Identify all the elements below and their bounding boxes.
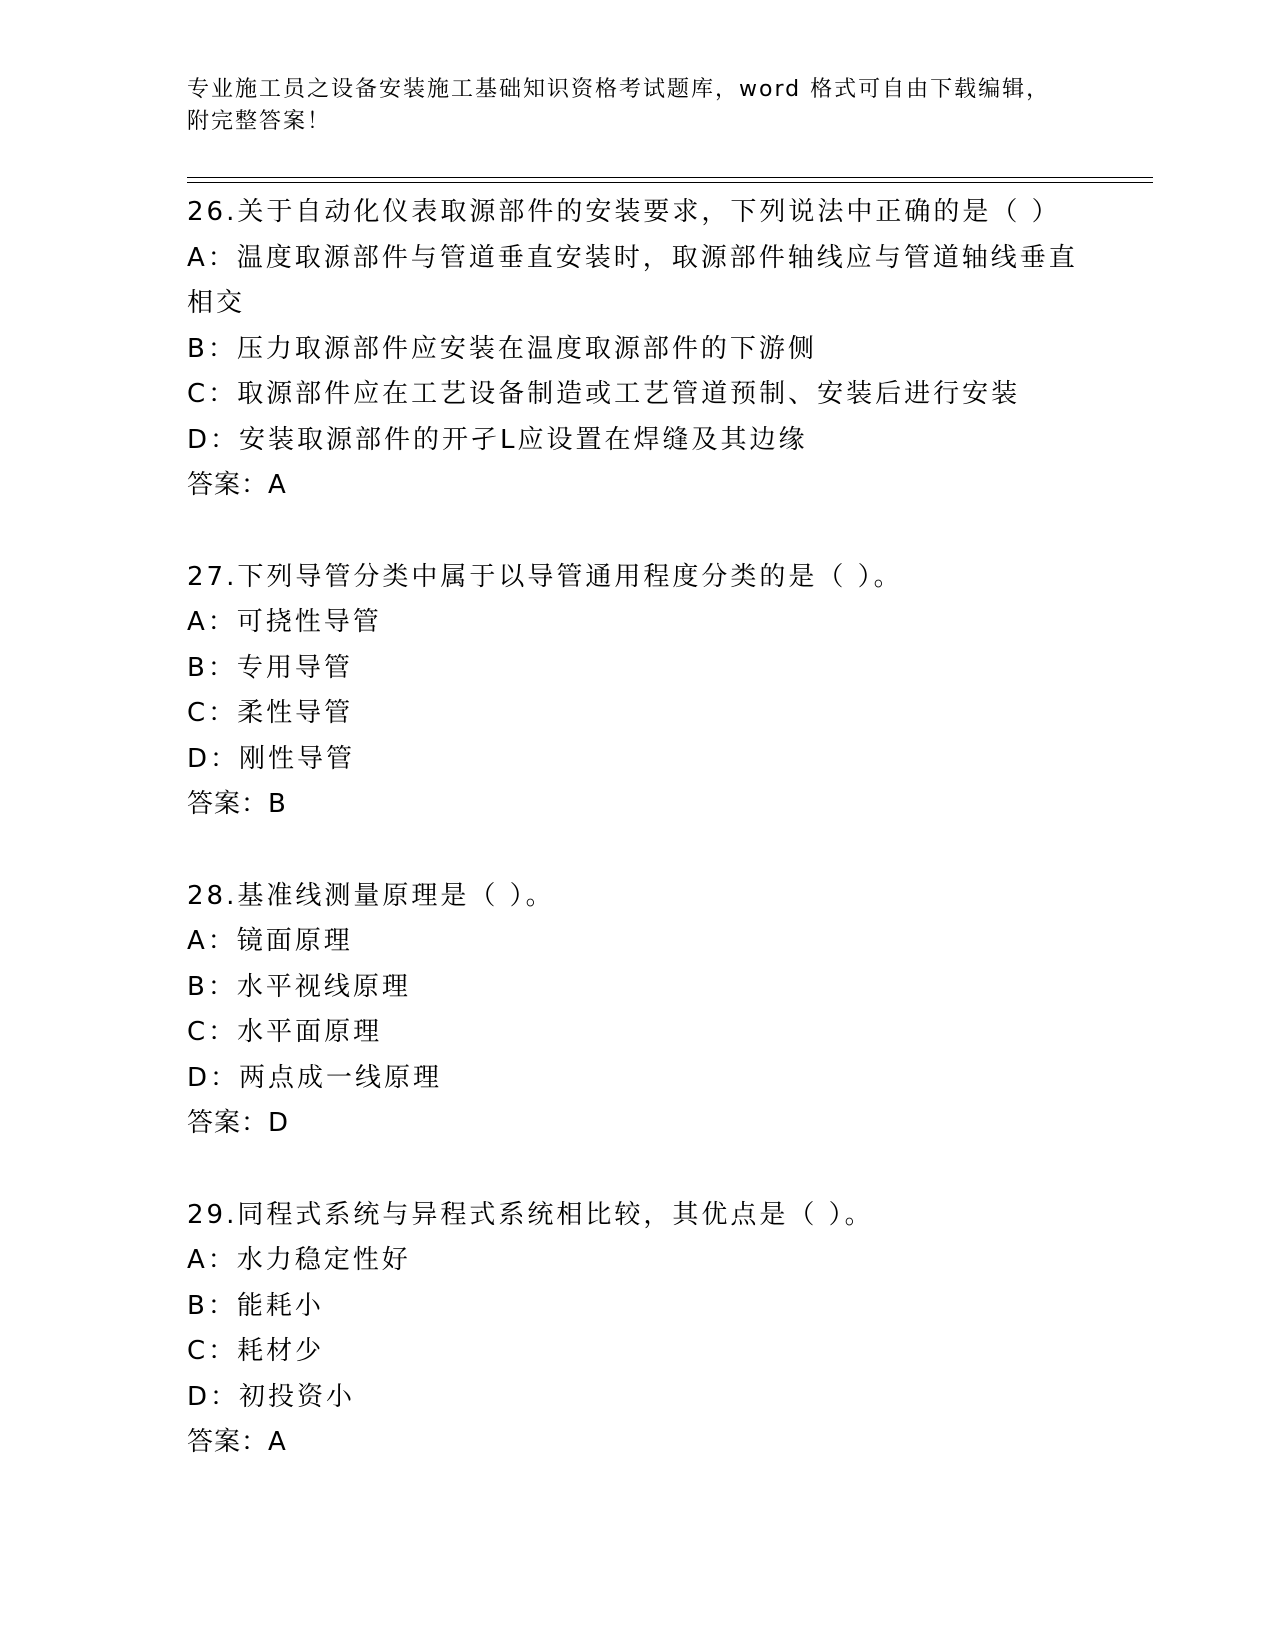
option-c: C：取源部件应在工艺设备制造或工艺管道预制、安装后进行安装 xyxy=(187,379,1021,409)
option-a: A：水力稳定性好 xyxy=(187,1245,411,1275)
answer-text: 答案：B xyxy=(187,789,287,819)
header-intro-line-1: 专业施工员之设备安装施工基础知识资格考试题库，word 格式可自由下载编辑， xyxy=(187,77,1051,102)
option-d: D：两点成一线原理 xyxy=(187,1062,443,1093)
question-29 xyxy=(187,1193,1087,1466)
question-list xyxy=(187,190,1087,1466)
document-header xyxy=(187,74,1067,138)
answer-text: 答案：D xyxy=(187,1108,290,1138)
option-a: A：镜面原理 xyxy=(187,926,353,956)
option-a: A：温度取源部件与管道垂直安装时，取源部件轴线应与管道轴线垂直 xyxy=(187,242,1078,273)
option-c: C：柔性导管 xyxy=(187,698,354,728)
question-stem: 26.关于自动化仪表取源部件的安装要求，下列说法中正确的是（ ） xyxy=(187,197,1061,227)
option-d: D：安装取源部件的开孑L应设置在焊缝及其边缘 xyxy=(187,424,808,455)
option-b: B：水平视线原理 xyxy=(187,971,411,1002)
option-d: D：刚性导管 xyxy=(187,743,356,774)
option-a: A：可挠性导管 xyxy=(187,607,382,637)
header-intro-line-2: 附完整答案！ xyxy=(187,109,332,134)
option-a-continued: 相交 xyxy=(187,288,246,318)
option-d: D：初投资小 xyxy=(187,1381,356,1412)
answer-text: 答案：A xyxy=(187,1427,287,1457)
option-b: B：能耗小 xyxy=(187,1290,324,1321)
option-c: C：耗材少 xyxy=(187,1336,325,1366)
question-spacer xyxy=(187,828,1087,874)
question-spacer xyxy=(187,1147,1087,1193)
option-b: B：压力取源部件应安装在温度取源部件的下游侧 xyxy=(187,333,817,364)
question-27 xyxy=(187,555,1087,828)
option-b: B：专用导管 xyxy=(187,652,353,683)
question-stem: 29.同程式系统与异程式系统相比较，其优点是（ ）。 xyxy=(187,1199,874,1230)
question-28 xyxy=(187,874,1087,1147)
header-divider-bottom xyxy=(187,182,1153,183)
question-spacer xyxy=(187,509,1087,555)
option-c: C：水平面原理 xyxy=(187,1017,383,1047)
header-divider-top xyxy=(187,177,1153,178)
answer-text: 答案：A xyxy=(187,470,287,500)
question-26 xyxy=(187,190,1087,509)
question-stem: 28.基准线测量原理是（ ）。 xyxy=(187,880,555,911)
question-stem: 27.下列导管分类中属于以导管通用程度分类的是（ ）。 xyxy=(187,561,903,592)
